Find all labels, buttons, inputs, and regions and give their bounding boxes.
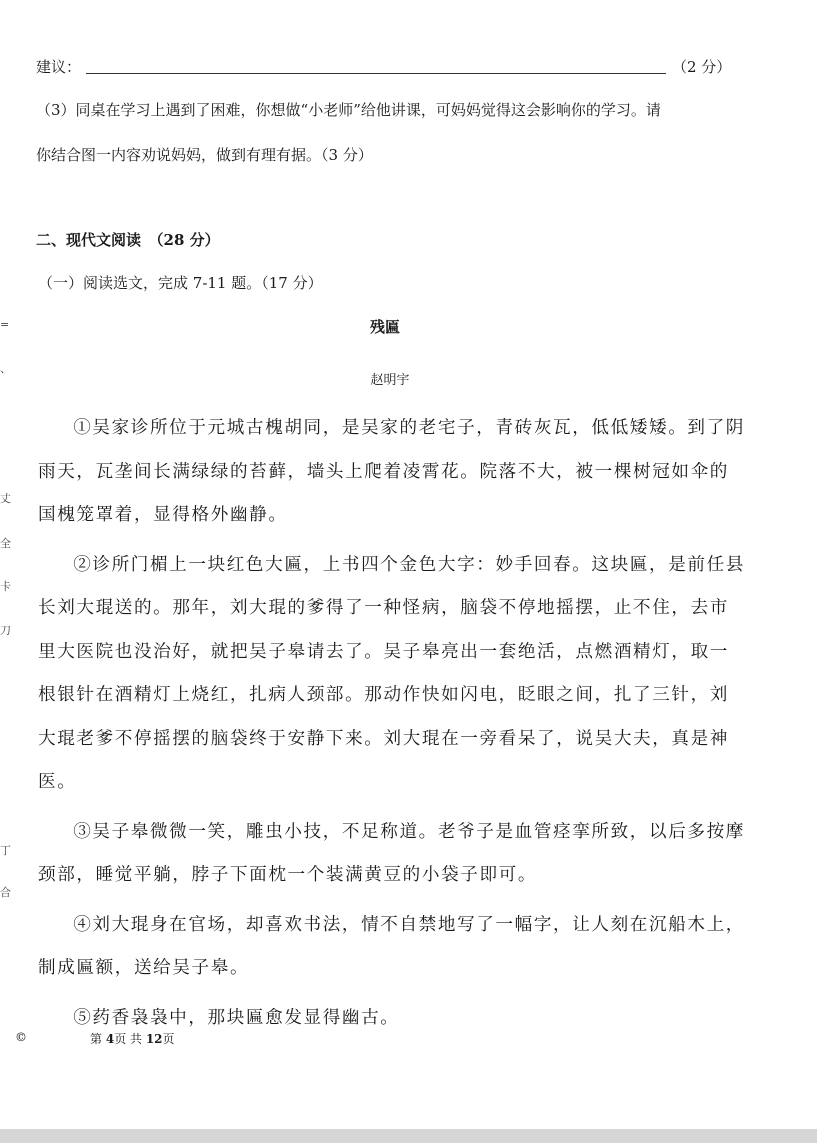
article-author: 赵明宇 xyxy=(370,373,410,388)
page-mid: 页 共 xyxy=(114,1032,146,1046)
page-number xyxy=(90,1030,175,1047)
binding-margin-glyph: 全 xyxy=(0,537,11,550)
binding-margin-glyph: 丁 xyxy=(0,844,11,857)
article-paragraph-1: ①吴家诊所位于元城古槐胡同，是吴家的老宅子，青砖灰瓦，低低矮矮。到了阴雨天，瓦垄间长满绿绿的苔藓，墙头上爬着凌霄花。院落不大，被一棵树冠如伞的国槐笼罩着，显得格外幽静。 xyxy=(38,418,745,525)
article-paragraph-2: ②诊所门楣上一块红色大匾，上书四个金色大字：妙手回春。这块匾，是前任县长刘大琨送的。那年，刘大琨的爹得了一种怪病，脑袋不停地摇摆，止不住，去市里大医院也没治好，就把吴子皋请去了。吴子皋亮出一套绝活，点燃酒精灯，取一根银针在酒精灯上烧红，扎病人颈部。那动作快如闪电，眨眼之间，扎了三针，刘大琨老爹不停摇摆的脑袋终于安静下来。刘大琨在一旁看呆了，说吴大夫，真是神医。 xyxy=(38,554,745,792)
article-paragraph-5: ⑤药香袅袅中，那块匾愈发显得幽古。 xyxy=(73,1007,400,1028)
binding-margin-glyph: 合 xyxy=(0,886,11,899)
article-title: 残匾 xyxy=(369,318,400,336)
article-paragraph-3: ③吴子皋微微一笑，雕虫小技，不足称道。老爷子是血管痉挛所致，以后多按摩颈部，睡觉平躺，脖子下面枕一个装满黄豆的小袋子即可。 xyxy=(38,821,745,885)
binding-margin-glyph: 、 xyxy=(0,362,11,375)
page-current: 4 xyxy=(105,1032,115,1046)
answer-blank-line[interactable] xyxy=(86,73,666,74)
suggestion-score: （2 分） xyxy=(672,58,732,76)
section-subtitle: （一）阅读选文，完成 7-11 题。（17 分） xyxy=(38,274,323,292)
binding-margin-glyph: 卡 xyxy=(0,580,11,593)
article-body xyxy=(38,407,746,1040)
article-paragraph-4: ④刘大琨身在官场，却喜欢书法，情不自禁地写了一幅字，让人刻在沉船木上，制成匾额，送给吴子皋。 xyxy=(38,914,745,978)
viewer-scroll-strip xyxy=(0,1129,817,1143)
page-suffix: 页 xyxy=(162,1032,175,1046)
page-prefix: 第 xyxy=(90,1032,106,1046)
question-3-line-1: （3）同桌在学习上遇到了困难，你想做“小老师”给他讲课，可妈妈觉得这会影响你的学习。请 xyxy=(36,101,661,119)
page-total: 12 xyxy=(145,1032,163,1046)
section-title: 二、现代文阅读 （28 分） xyxy=(36,231,220,249)
copyright-symbol: © xyxy=(15,1030,27,1044)
suggestion-row xyxy=(36,56,736,78)
suggestion-label: 建议： xyxy=(36,58,82,76)
question-3-line-2: 你结合图一内容劝说妈妈，做到有理有据。（3 分） xyxy=(36,146,373,164)
binding-margin-glyph: 刀 xyxy=(0,624,11,637)
binding-margin-glyph: = xyxy=(0,318,10,331)
binding-margin-glyph: 丈 xyxy=(0,492,11,505)
